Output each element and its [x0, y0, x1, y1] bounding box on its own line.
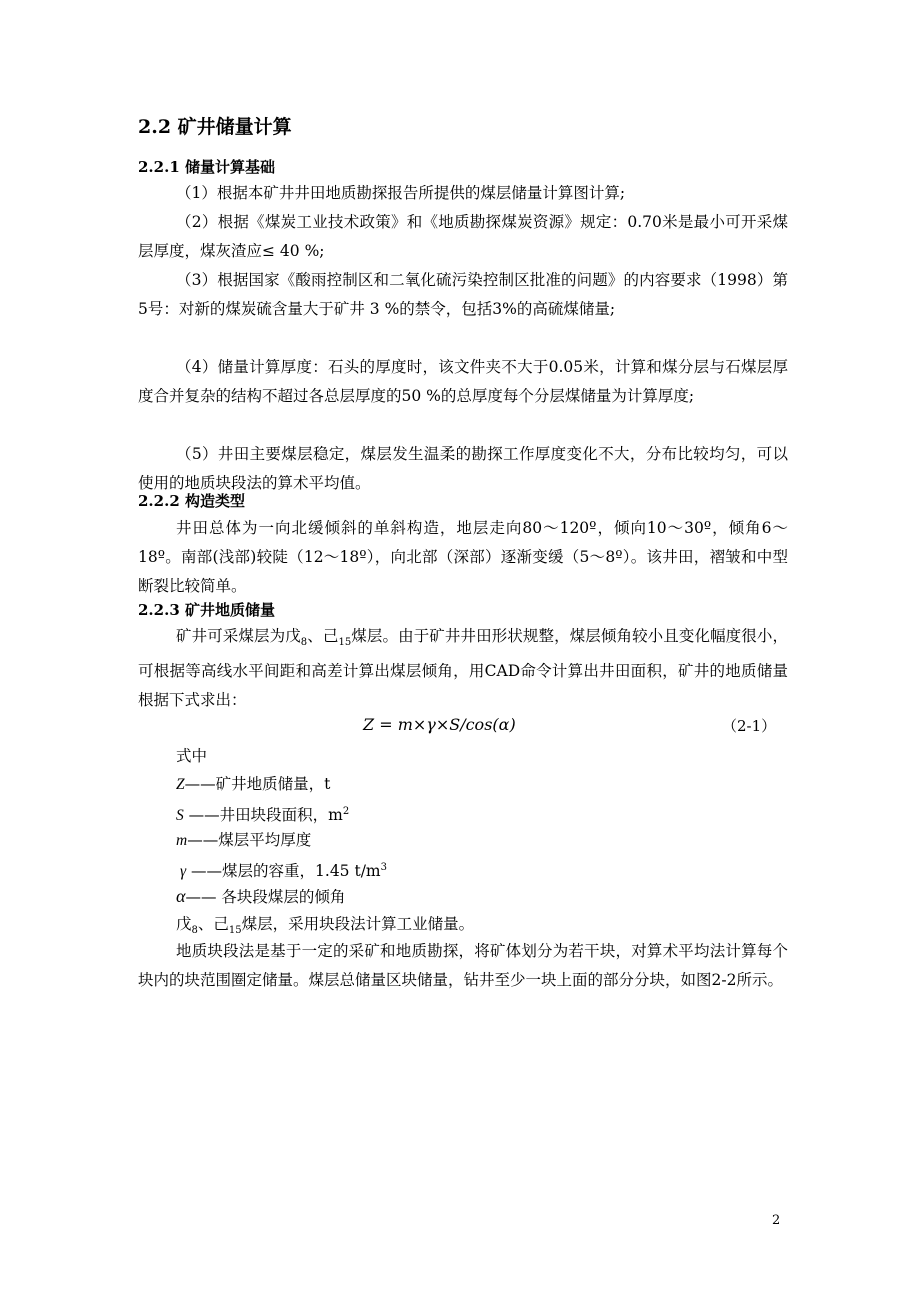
equation-number: （2-1）: [722, 717, 777, 735]
paragraph-2-2-2: 井田总体为一向北缓倾斜的单斜构造，地层走向80～120º，倾向10～30º，倾角6～18º。南部(浅部)较陡（12～18º），向北部（深部）逐渐变缓（5～8º）。该井田，褶皱和中型断裂比较简单。: [138, 519, 788, 595]
heading-2-2-1: 2.2.1 储量计算基础: [138, 158, 275, 176]
where-label: 式中: [176, 747, 208, 765]
block-method-line: 戊$_8$、己$_{15}$煤层，采用块段法计算工业储量。: [176, 915, 475, 937]
paragraph-2-2-3-intro: 矿井可采煤层为戊$_8$、己$_{15}$煤层。由于矿井井田形状规整，煤层倾角较小且变化幅度很小，可根据等高线水平间距和高差计算出煤层倾角，用CAD命令计算出井田面积，矿井的地质储量根据下式求出：: [138, 627, 788, 710]
paragraph-2-2-1-item-1: （1）根据本矿井井田地质勘探报告所提供的煤层储量计算图计算;: [176, 184, 626, 202]
paragraph-2-2-1-item-3: （3）根据国家《酸雨控制区和二氧化硫污染控制区批准的问题》的内容要求（1998）第5号：对新的煤炭硫含量大于矿井 3 %的禁令，包括3%的高硫煤储量;: [138, 271, 788, 318]
paragraph-2-2-1-item-4: （4）储量计算厚度：石头的厚度时，该文件夹不大于0.05米，计算和煤分层与石煤层厚度合并复杂的结构不超过各总层厚度的50 %的总厚度每个分层煤储量为计算厚度;: [138, 358, 788, 405]
definition-alpha: α—— 各块段煤层的倾角: [176, 886, 346, 906]
paragraph-2-2-1-item-5: （5）井田主要煤层稳定，煤层发生温柔的勘探工作厚度变化不大，分布比较均匀，可以使用的地质块段法的算术平均值。: [138, 445, 788, 492]
definition-s: S ——井田块段面积，$m^2$: [176, 806, 350, 825]
paragraph-block-method: 地质块段法是基于一定的采矿和地质勘探，将矿体划分为若干块，对算术平均法计算每个块内的块范围圈定储量。煤层总储量区块储量，钻井至少一块上面的部分分块，如图2-2所示。: [138, 942, 788, 989]
section-title: 2.2 矿井储量计算: [138, 116, 292, 138]
heading-2-2-2: 2.2.2 构造类型: [138, 492, 245, 510]
definition-m: m——煤层平均厚度: [176, 831, 312, 849]
page-number: 2: [772, 1213, 781, 1228]
heading-2-2-3: 2.2.3 矿井地质储量: [138, 601, 275, 619]
paragraph-2-2-1-item-2: （2）根据《煤炭工业技术政策》和《地质勘探煤炭资源》规定：0.70米是最小可开采煤层厚度，煤灰渣应≤ 40 %;: [138, 213, 788, 260]
definition-z: Z——矿井地质储量，t: [176, 775, 331, 793]
reserve-formula: Z = m×γ×S/cos(α): [363, 715, 516, 734]
definition-gamma: γ ——煤层的容重，1.45 $t/m^3$: [180, 862, 387, 881]
